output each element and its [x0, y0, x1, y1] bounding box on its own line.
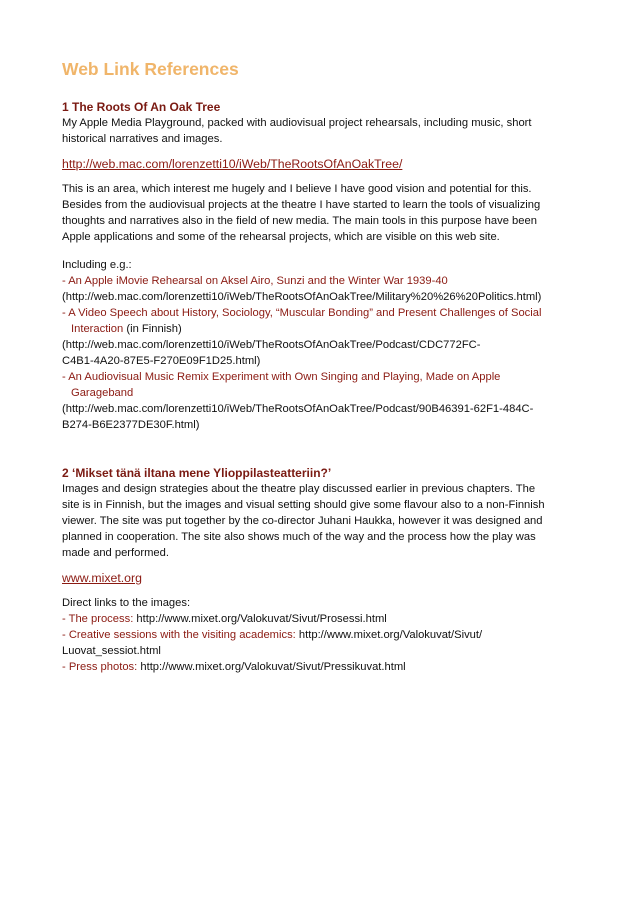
item-3-title-link[interactable]: Garageband	[71, 387, 134, 399]
process-link-label[interactable]: - The process:	[62, 613, 134, 625]
list-item-title	[62, 369, 582, 385]
list-item-url: (http://web.mac.com/lorenzetti10/iWeb/TheRootsOfAnOakTree/Podcast/CDC772FC-	[62, 339, 481, 351]
section-1-intro-line: My Apple Media Playground, packed with audiovisual project rehearsals, including music, short	[62, 117, 532, 129]
creative-sessions-link-url: http://www.mixet.org/Valokuvat/Sivut/	[295, 629, 483, 641]
direct-link-item	[62, 627, 582, 643]
section-1-body-line: Besides from the audiovisual projects at the theatre I have started to learn the tools of visualizing	[62, 199, 541, 211]
section-2-body-line: planned in cooperation. The site also shows much of the way and the process how the play was	[62, 531, 536, 543]
list-item-url: C4B1-4A20-87E5-F270E09F1D25.html)	[62, 355, 261, 367]
section-1-body-line: thoughts and narratives also in the field of new media. The main tools in this purpose have been	[62, 215, 537, 227]
section-2-body-line: made and performed.	[62, 547, 169, 559]
list-item-title	[62, 321, 582, 337]
section-2-body-line: site is in Finnish, but the images and visual setting should give some flavour also to a non-Finnish	[62, 499, 545, 511]
list-item-url: (http://web.mac.com/lorenzetti10/iWeb/TheRootsOfAnOakTree/Podcast/90B46391-62F1-484C-	[62, 403, 534, 415]
list-item-url: (http://web.mac.com/lorenzetti10/iWeb/TheRootsOfAnOakTree/Military%20%26%20Politics.html)	[62, 291, 542, 303]
section-2-body	[62, 481, 582, 561]
item-1-title-link[interactable]: - An Apple iMovie Rehearsal on Aksel Airo, Sunzi and the Winter War 1939-40	[62, 275, 448, 287]
direct-links-label: Direct links to the images:	[62, 597, 191, 609]
list-item-title	[62, 385, 582, 401]
direct-link-item	[62, 659, 582, 675]
section-2-body-line: viewer. The site was put together by the co-director Juhani Haukka, however it was designed and	[62, 515, 543, 527]
page-title: Web Link References	[62, 59, 239, 79]
list-item-title	[62, 273, 582, 289]
section-1-body	[62, 181, 582, 245]
item-2-language-note: (in Finnish)	[123, 323, 182, 335]
creative-sessions-link-label[interactable]: - Creative sessions with the visiting academics:	[62, 629, 296, 641]
item-3-title-link[interactable]: - An Audiovisual Music Remix Experiment with Own Singing and Playing, Made on Apple	[62, 371, 501, 383]
section-1-intro-line: historical narratives and images.	[62, 133, 223, 145]
item-2-title-link[interactable]: Interaction	[71, 323, 124, 335]
list-item-title	[62, 305, 582, 321]
section-1-intro	[62, 115, 582, 147]
document-page	[62, 58, 582, 675]
press-photos-link-url: http://www.mixet.org/Valokuvat/Sivut/Pressikuvat.html	[137, 661, 406, 673]
item-2-title-link[interactable]: - A Video Speech about History, Sociology, “Muscular Bonding” and Present Challenges of Social	[62, 307, 542, 319]
section-1-body-line: Apple applications and some of the rehearsal projects, which are visible on this web site.	[62, 231, 500, 243]
process-link-url: http://www.mixet.org/Valokuvat/Sivut/Prosessi.html	[133, 613, 387, 625]
including-label: Including e.g.:	[62, 259, 132, 271]
direct-link-item-continued: Luovat_sessiot.html	[62, 645, 161, 657]
section-1-heading: 1 The Roots Of An Oak Tree	[62, 100, 221, 114]
section-1-url-link[interactable]: http://web.mac.com/lorenzetti10/iWeb/TheRootsOfAnOakTree/	[62, 157, 403, 171]
section-2-heading: 2 ‘Mikset tänä iltana mene Ylioppilasteatteriin?’	[62, 466, 332, 480]
section-2-body-line: Images and design strategies about the theatre play discussed earlier in previous chapters. The	[62, 483, 536, 495]
section-1-body-line: This is an area, which interest me hugely and I believe I have good vision and potential for this.	[62, 183, 532, 195]
press-photos-link-label[interactable]: - Press photos:	[62, 661, 138, 673]
section-2-url-link[interactable]: www.mixet.org	[62, 571, 142, 585]
direct-link-item	[62, 611, 582, 627]
list-item-url: B274-B6E2377DE30F.html)	[62, 419, 200, 431]
